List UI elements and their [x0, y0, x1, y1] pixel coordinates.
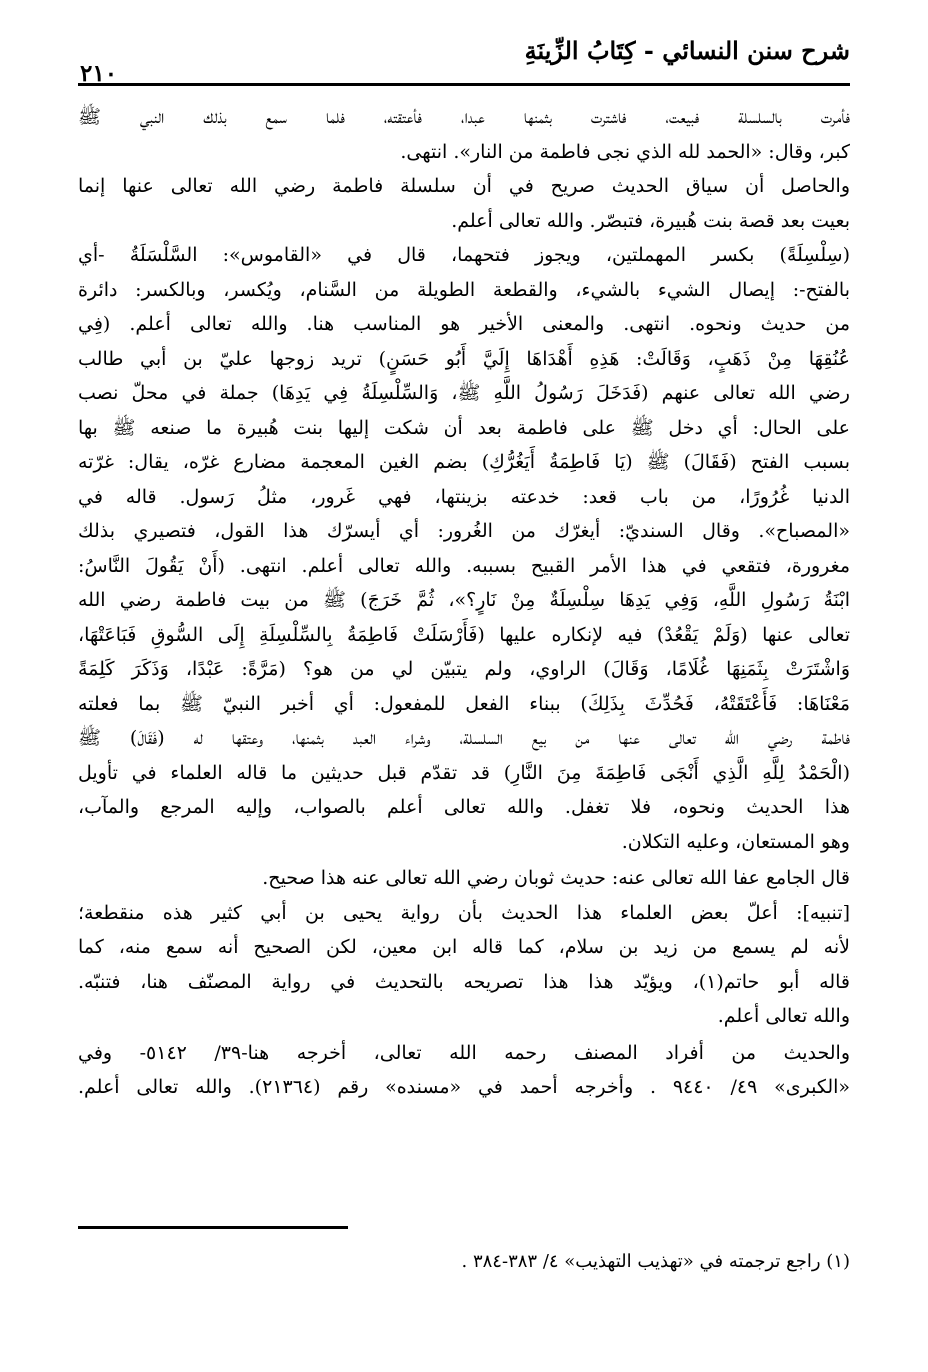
text-line: (الْحَمْدُ لِلَّهِ الَّذِي أَنْجَى فَاطِمَةَ مِنَ النَّارِ) قد تقدّم قبل حديثين ما قاله العلماء في تأويل: [78, 761, 850, 784]
text-line: [تنبيه]: أعلّ بعض العلماء هذا الحديث بأن رواية يحيى بن أبي كثير هذه منقطعة؛: [78, 901, 850, 924]
text-line: لأنه لم يسمع من زيد بن سلام، كما قاله ابن معين، لكن الصحيح أنه سمع منه، كما: [78, 936, 850, 958]
text-line: وَاشْتَرَتْ بِثَمَنِهَا غُلَامًا، وَقَالَ) الراوي، ولم يتبيّن لي من هو؟ (مَرَّةً: عَبْدًا، وَذَكَرَ كَلِمَةً: [78, 658, 850, 680]
footnote-rule: [78, 1226, 348, 1229]
text-line: عُنُقِهَا مِنْ ذَهَبٍ، وَقَالَتْ: هَذِهِ أَهْدَاهَا إِلَيَّ أَبُو حَسَنٍ) تريد زوجها عليّ بن أبي طالب: [78, 347, 850, 370]
page-number: ٢١٠: [80, 60, 118, 87]
text-line: مغرورة، فتقعي في هذا الأمر القبيح بسببه. والله تعالى أعلم. انتهى. (أَنْ يَقُولَ النَّاسُ:: [78, 554, 850, 577]
header-rule: [78, 83, 850, 86]
running-header: [78, 30, 850, 87]
text-line: بالفتح-: إيصال الشيء بالشيء، والقطعة الطويلة من السَّنام، ويُكسر، وبالكسر: دائرة: [78, 278, 850, 301]
footnote: (١) راجع ترجمته في «تهذيب التهذيب» ٤/ ٣٨٣-٣٨٤ .: [461, 1251, 850, 1272]
text-line: مَعْنَاهَا: فَأَعْتَقَتْهُ، فَحُدِّثَ بِذَلِكَ) ببناء الفعل للمفعول: أي أخبر النبيّ ﷺ بما فعلته: [78, 692, 850, 715]
text-line: وهو المستعان، وعليه التكلان.: [621, 830, 850, 853]
text-line: كبر، وقال: «الحمد لله الذي نجى فاطمة من النار». انتهى.: [400, 140, 850, 163]
text-line: بعيت بعد قصة بنت هُبيرة، فتبصّر. والله تعالى أعلم.: [451, 209, 850, 232]
header-title: شرح سنن النسائي - كِتَابُ الزِّينَةِ: [524, 36, 850, 65]
text-line: على الحال: أي دخل ﷺ على فاطمة بعد أن شكت إليها بنت هُبيرة ما صنعه ﷺ بها: [78, 416, 850, 439]
text-line: رضي الله تعالى عنهم (فَدَخَلَ رَسُولُ اللَّهِ ﷺ، وَالسِّلْسِلَةُ فِي يَدِهَا) جملة في محلّ نصب: [78, 382, 850, 404]
text-line: الدنيا غُرُورًا، من باب قعد: خدعته بزينتها، فهي غَرور، مثلُ رَسول. قاله في: [78, 485, 850, 508]
text-line: فأمرت بالسلسلة فبيعت، فاشترت بثمنها عبدا، فأعتقته، فلما سمع بذلك النبي ﷺ: [78, 106, 850, 128]
text-line: ابْنَةُ رَسُولِ اللَّهِ، وَفِي يَدِهَا سِلْسِلَةٌ مِنْ نَارٍ؟»، ثُمَّ خَرَجَ) ﷺ من بيت فاطمة رضي الله: [78, 589, 850, 611]
text-line: والحاصل أن سياق الحديث صريح في أن سلسلة فاطمة رضي الله تعالى عنها إنما: [78, 175, 850, 197]
text-line: «المصباح». وقال السنديّ: أيغرّك من الغُرور: أي أيسرّك هذا القول، فتصيري بذلك: [78, 520, 850, 542]
text-line: فاطمة رضي الله تعالى عنها من بيع السلسلة، وشراء العبد بثمنها، وعتقها له (فَقَالَ) ﷺ: [78, 727, 850, 749]
text-line: «الكبرى» ٤٩/ ٩٤٤٠ . وأخرجه أحمد في «مسنده» رقم (٢١٣٦٤). والله تعالى أعلم.: [78, 1076, 850, 1098]
text-line: قال الجامع عفا الله تعالى عنه: حديث ثوبان رضي الله تعالى عنه هذا صحيح.: [262, 867, 850, 889]
text-line: والحديث من أفراد المصنف رحمه الله تعالى، أخرجه هنا-٣٩/ ٥١٤٢- وفي: [78, 1041, 850, 1064]
text-line: من حديث ونحوه. انتهى. والمعنى الأخير هو المناسب هنا. والله تعالى أعلم. (فِي: [78, 313, 850, 335]
text-line: تعالى عنها (وَلَمْ يَقْعُدْ) فيه لإنكاره عليها (فَأَرْسَلَتْ فَاطِمَةُ بِالسِّلْسِلَةِ إِلَى السُّوقِ فَبَاعَتْهَا،: [78, 623, 850, 646]
body-text: [78, 100, 850, 1105]
text-line: هذا الحديث ونحوه، فلا تغفل. والله تعالى أعلم بالصواب، وإليه المرجع والمآب،: [78, 796, 850, 818]
text-line: قاله أبو حاتم(١)، ويؤيّد هذا هذا تصريحه بالتحديث في رواية المصنّف هنا، فتنبّه.: [78, 970, 850, 993]
text-line: (سِلْسِلَةً) بكسر المهملتين، ويجوز فتحهما، قال في «القاموس»: السَّلْسَلَةُ -أي: [78, 244, 850, 266]
text-line: بسبب الفتح (فَقَالَ) ﷺ (يَا فَاطِمَةُ أَيَغُرُّكِ) بضم الغين المعجمة مضارع غرّه، يقال: غرّته: [78, 451, 850, 473]
text-line: والله تعالى أعلم.: [717, 1005, 850, 1027]
